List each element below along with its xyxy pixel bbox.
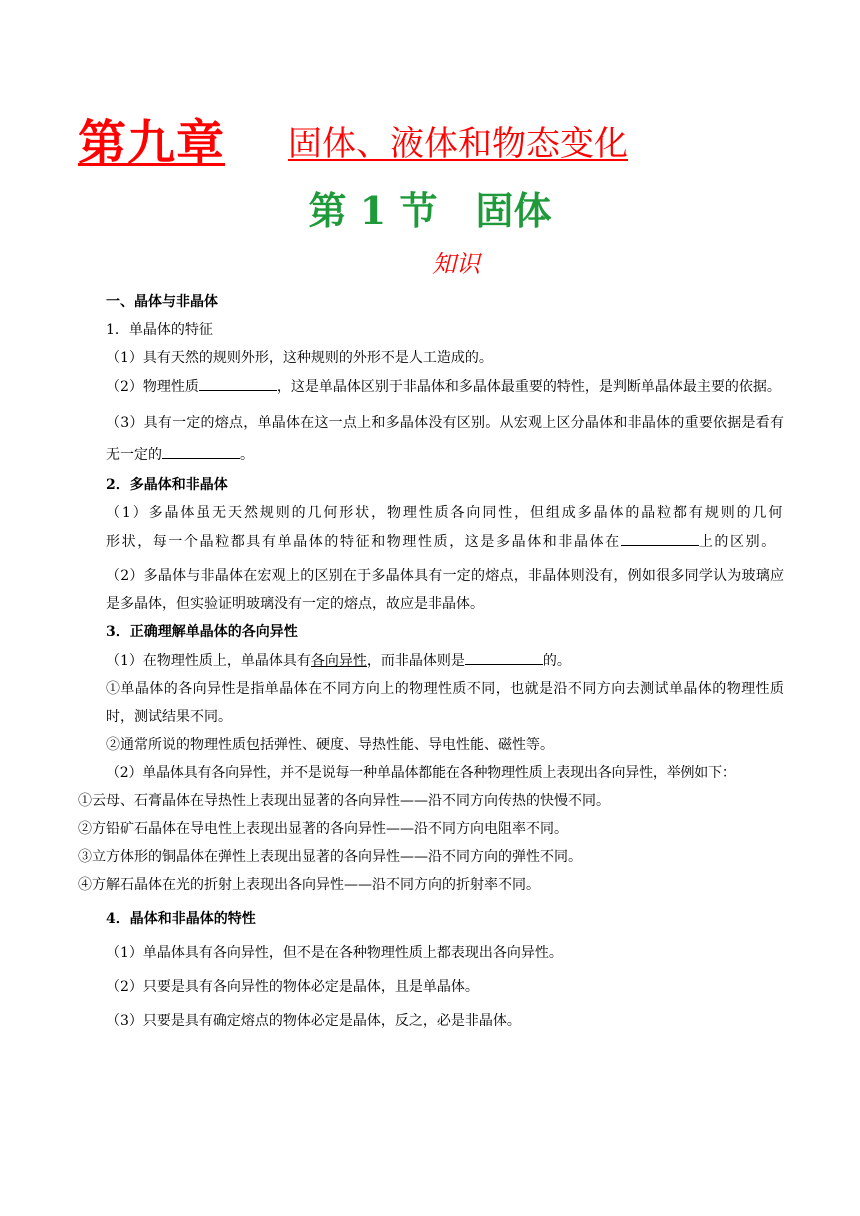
s3-p1 [78,646,784,675]
s3-p1-c: 的。 [542,653,571,669]
chapter-heading [78,104,628,171]
s2-p1-b: 上的区别。 [698,534,777,550]
chapter-title: 固体、液体和物态变化 [288,124,628,164]
s1-p3 [78,407,784,471]
s3-e3: ③立方体形的铜晶体在弹性上表现出显著的各向异性——沿不同方向的弹性不同。 [78,849,582,865]
subtitle: 知识 [432,250,480,278]
s4-p3: （3）只要是具有确定熔点的物体必定是晶体，反之，必是非晶体。 [106,1013,521,1029]
s3-c2: ②通常所说的物理性质包括弹性、硬度、导热性能、导电性能、磁性等。 [106,737,554,753]
underlined-term: 各向异性 [310,653,367,669]
chapter-number: 第九章 [78,115,226,171]
s2-p2: （2）多晶体与非晶体在宏观上的区别在于多晶体具有一定的熔点，非晶体则没有，例如很多同学认为玻璃应是多晶体，但实验证明玻璃没有一定的熔点，故应是非晶体。 [106,568,784,612]
s4-p1: （1）单晶体具有各向异性，但不是在各种物理性质上都表现出各向异性。 [106,945,563,961]
fill-blank[interactable] [621,527,699,546]
s3-p2: （2）单晶体具有各向异性，并不是说每一种单晶体都能在各种物理性质上表现出各向异性，举例如下： [106,765,736,781]
s1-p2-b: ，这是单晶体区别于非晶体和多晶体最重要的特性，是判断单晶体最主要的依据。 [276,379,781,395]
s1-p2-a: （2）物理性质 [106,379,199,395]
s3-e4: ④方解石晶体在光的折射上表现出各向异性——沿不同方向的折射率不同。 [78,877,540,893]
s4-p2: （2）只要是具有各向异性的物体必定是晶体，且是单晶体。 [106,979,479,995]
s1-title: 1．单晶体的特征 [106,322,213,338]
s3-c1: ①单晶体的各向异性是指单晶体在不同方向上的物理性质不同，也就是沿不同方向去测试单晶体的物理性质时，测试结果不同。 [106,681,784,725]
fill-blank[interactable] [162,440,240,459]
fill-blank[interactable] [199,372,277,391]
s3-p1-a: （1）在物理性质上，单晶体具有 [106,653,311,669]
s2-p1-a: （1）多晶体虽无天然规则的几何形状，物理性质各向同性，但组成多晶体的晶粒都有规则的几何形状，每一个晶粒都具有单晶体的特征和物理性质，这是多晶体和非晶体在 [106,505,784,550]
heading-crystals: 一、晶体与非晶体 [106,294,218,310]
s3-p1-b: ，而非晶体则是 [366,653,465,669]
fill-blank[interactable] [465,646,543,665]
section-title: 第 1 节 固体 [308,188,552,233]
s4-title: 4．晶体和非晶体的特性 [106,911,256,927]
s3-title: 3．正确理解单晶体的各向异性 [106,624,298,640]
s2-p1 [78,499,784,556]
document-body [78,288,784,1035]
s3-e2: ②方铅矿石晶体在导电性上表现出显著的各向异性——沿不同方向电阻率不同。 [78,821,568,837]
s1-p2 [78,372,784,401]
s1-p1: （1）具有天然的规则外形，这种规则的外形不是人工造成的。 [106,350,493,366]
s1-p3-b: 。 [240,447,254,463]
s3-e1: ①云母、石膏晶体在导热性上表现出显著的各向异性——沿不同方向传热的快慢不同。 [78,793,610,809]
s2-title: 2．多晶体和非晶体 [106,477,228,493]
s1-p3-a: （3）具有一定的熔点，单晶体在这一点上和多晶体没有区别。从宏观上区分晶体和非晶体的重要依据是看有无一定的 [106,415,784,463]
